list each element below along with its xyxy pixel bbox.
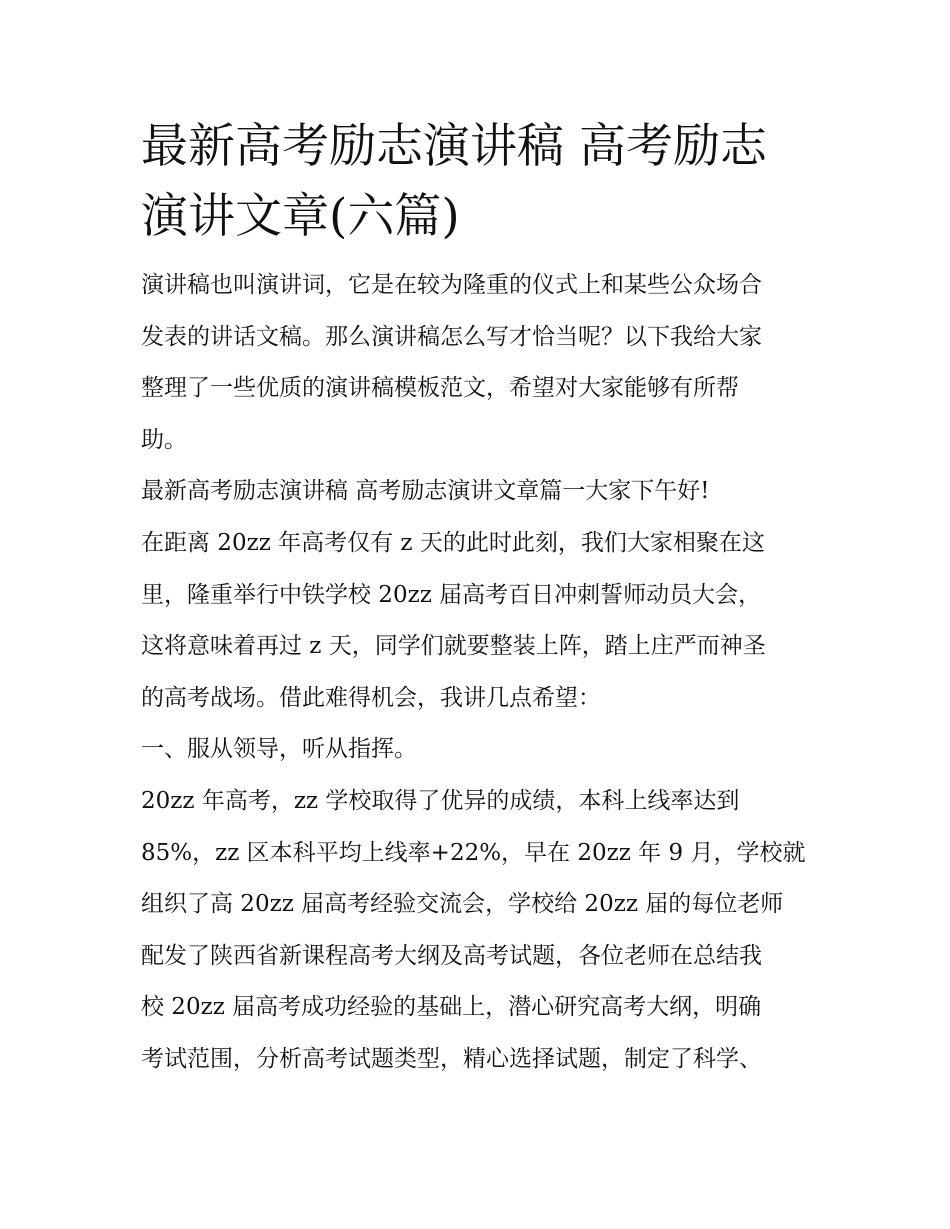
text-line: 这将意味着再过 z 天，同学们就要整装上阵，踏上庄严而神圣 — [141, 633, 766, 660]
text-line: 最新高考励志演讲稿 高考励志演讲文章篇一大家下午好! — [141, 478, 710, 505]
text-line: 一、服从领导，听从指挥。 — [141, 736, 417, 763]
text-line: 的高考战场。借此难得机会，我讲几点希望： — [141, 684, 601, 711]
text-line: 组织了高 20zz 届高考经验交流会，学校给 20zz 届的每位老师 — [141, 891, 784, 918]
document-body — [141, 260, 816, 1086]
speech-paragraph — [141, 518, 816, 724]
text-line: 里，隆重举行中铁学校 20zz 届高考百日冲刺誓师动员大会， — [141, 581, 762, 608]
text-line: 85%，zz 区本科平均上线率+22%，早在 20zz 年 9 月，学校就 — [141, 839, 806, 866]
speech-paragraph — [141, 776, 816, 1086]
title-line: 最新高考励志演讲稿 高考励志 — [141, 119, 767, 174]
text-line: 配发了陕西省新课程高考大纲及高考试题，各位老师在总结我 — [141, 942, 762, 969]
text-line: 助。 — [141, 426, 187, 453]
text-line: 在距离 20zz 年高考仅有 z 天的此时此刻，我们大家相聚在这 — [141, 529, 765, 556]
point-heading-paragraph — [141, 724, 816, 776]
text-line: 校 20zz 届高考成功经验的基础上，潜心研究高考大纲，明确 — [141, 994, 762, 1021]
text-line: 考试范围，分析高考试题类型，精心选择试题，制定了科学、 — [141, 1045, 762, 1072]
text-line: 20zz 年高考，zz 学校取得了优异的成绩，本科上线率达到 — [141, 787, 740, 814]
section-heading-paragraph — [141, 466, 816, 518]
intro-paragraph — [141, 260, 816, 466]
document-page — [141, 112, 816, 1086]
document-title — [141, 112, 816, 252]
text-line: 发表的讲话文稿。那么演讲稿怎么写才恰当呢？以下我给大家 — [141, 323, 762, 350]
text-line: 演讲稿也叫演讲词，它是在较为隆重的仪式上和某些公众场合 — [141, 272, 762, 298]
title-line: 演讲文章(六篇) — [141, 189, 460, 244]
text-line: 整理了一些优质的演讲稿模板范文，希望对大家能够有所帮 — [141, 375, 739, 402]
